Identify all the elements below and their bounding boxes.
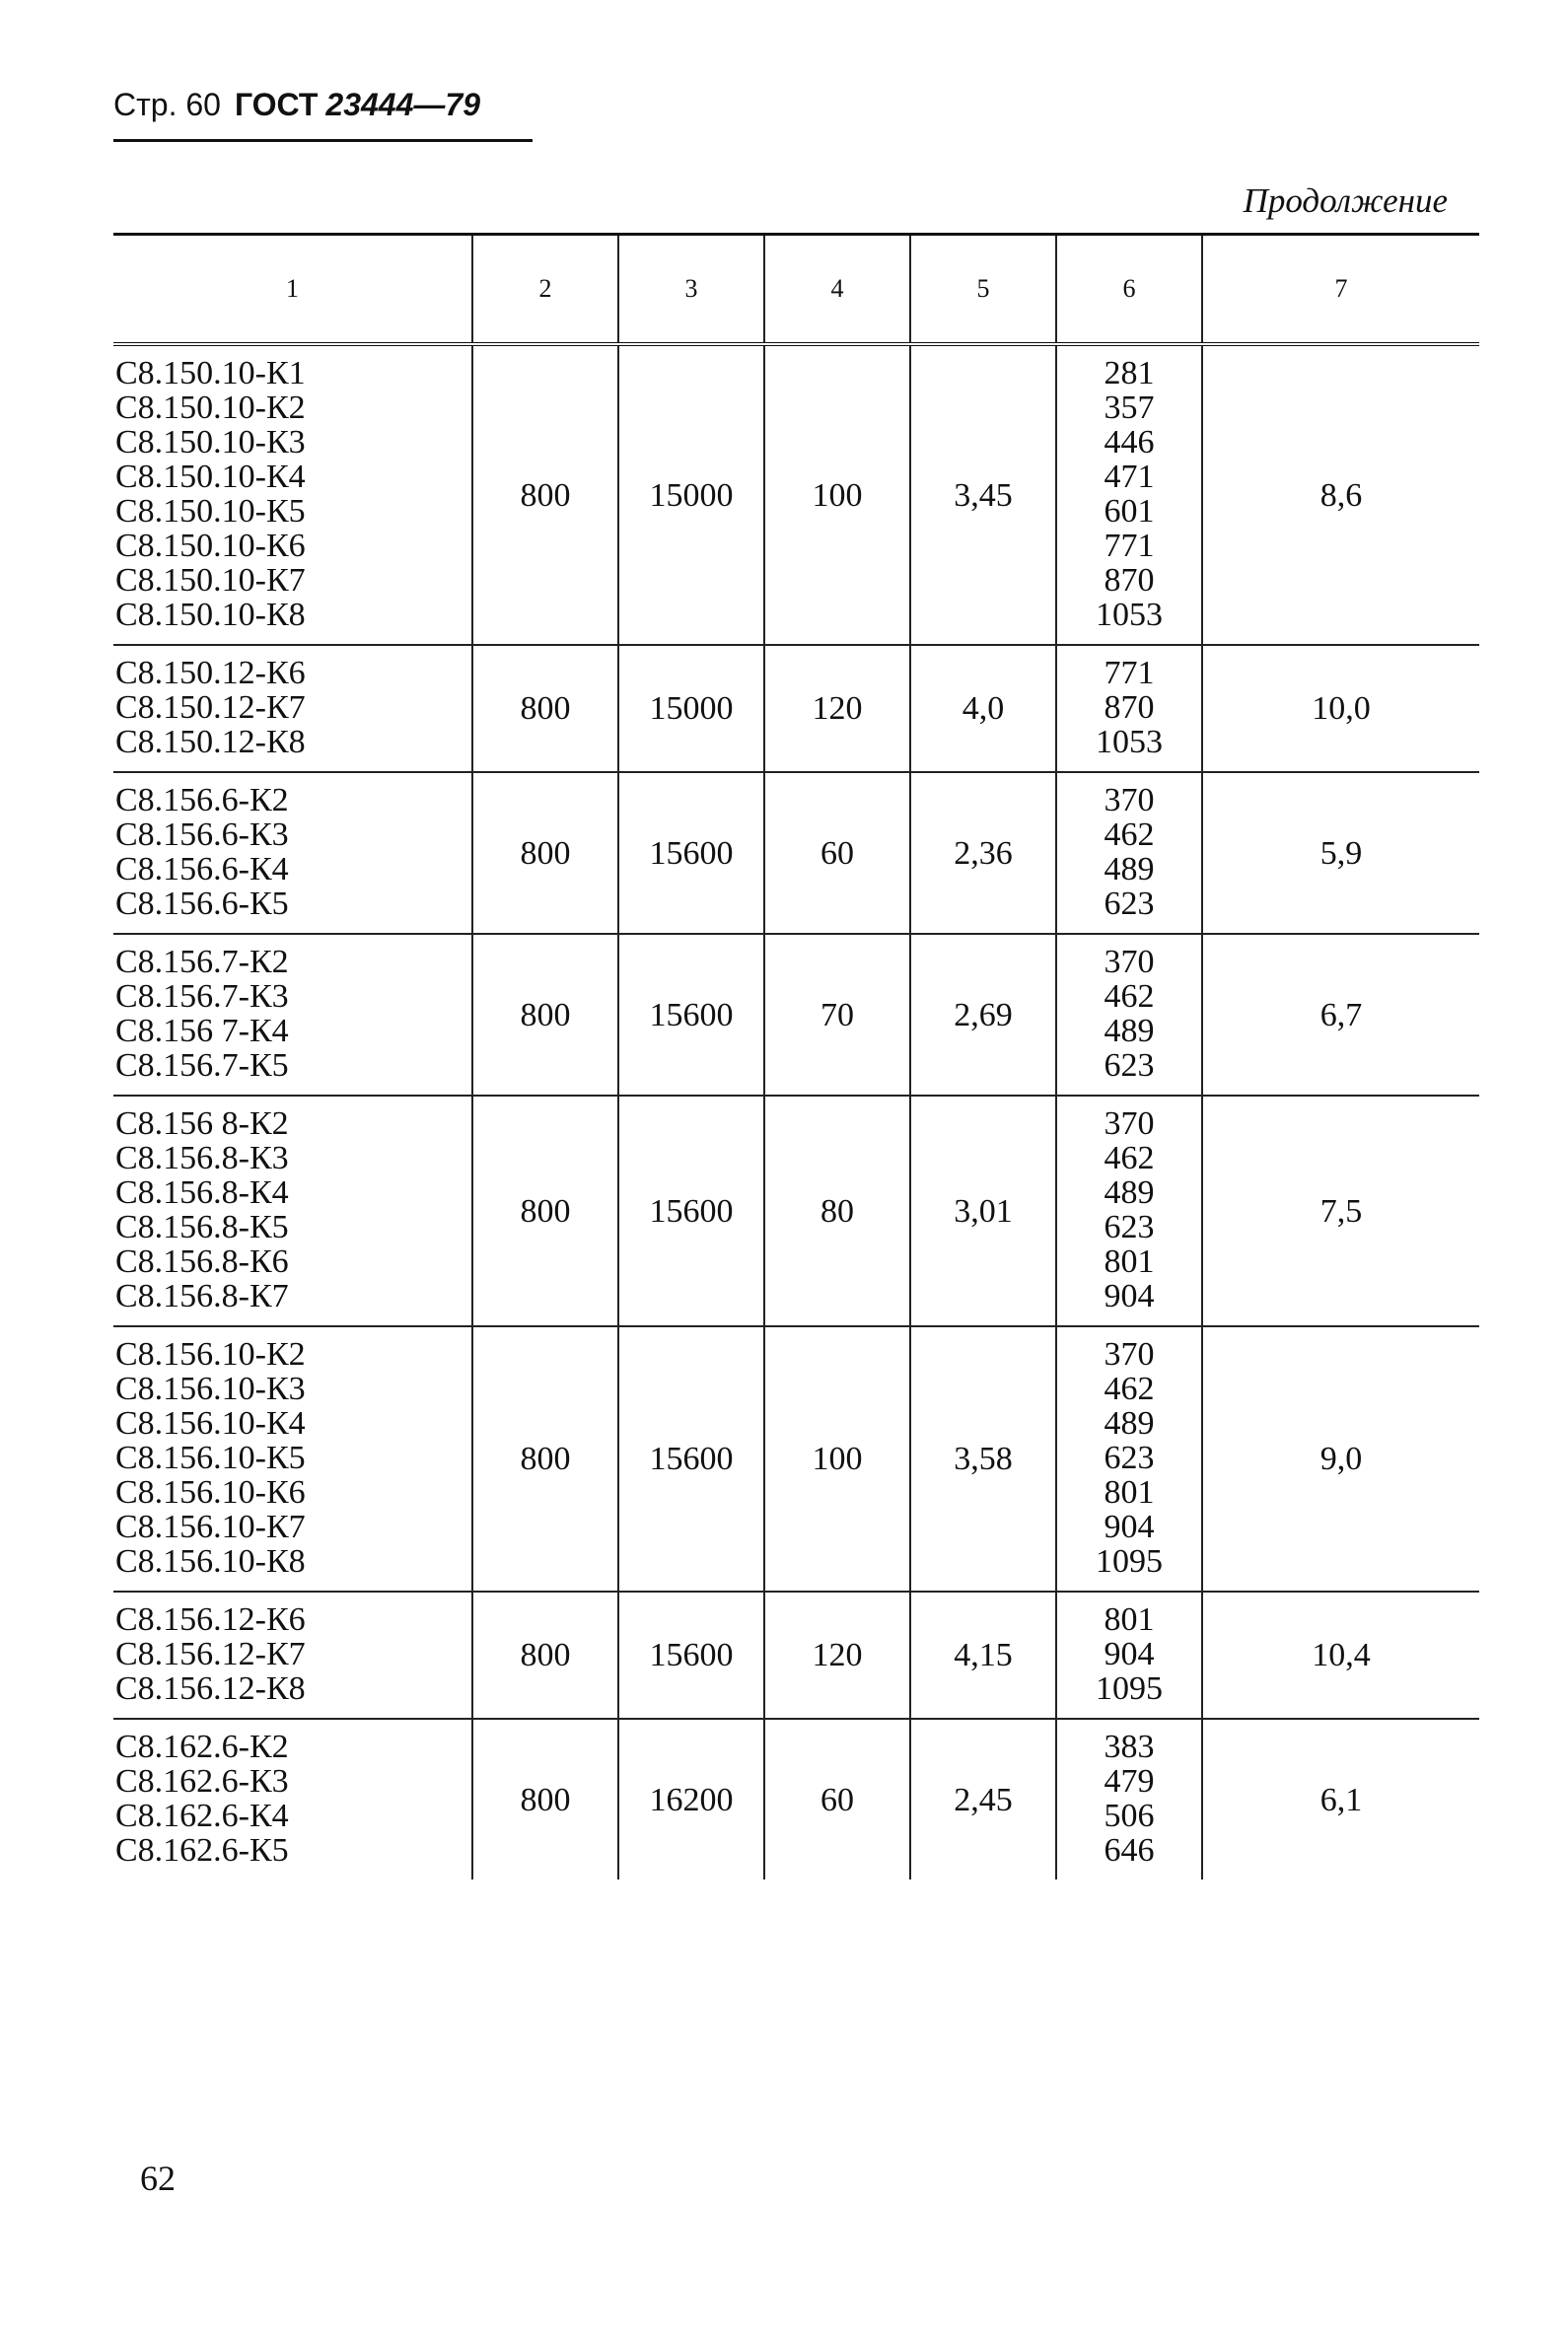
c6-value-line: 471 xyxy=(1104,459,1155,495)
c6-value-line: 479 xyxy=(1104,1763,1155,1800)
designation-line: С8.150.12-К6 xyxy=(115,655,306,691)
value-cell-c5: 2,69 xyxy=(910,934,1056,1096)
value-cell-c4: 80 xyxy=(764,1096,910,1326)
designation-line: С8.162.6-К4 xyxy=(115,1798,289,1834)
designation-cell xyxy=(113,645,472,772)
table-row xyxy=(113,645,1479,772)
c6-value-line: 904 xyxy=(1104,1278,1155,1314)
designation-line: С8.150.10-К6 xyxy=(115,528,306,564)
value-cell-c7: 6,1 xyxy=(1202,1719,1479,1879)
table-row xyxy=(113,1326,1479,1592)
value-cell-c3: 15600 xyxy=(618,934,764,1096)
designation-line: С8.156.12-К8 xyxy=(115,1670,306,1707)
c6-value-line: 801 xyxy=(1104,1474,1155,1511)
table-row xyxy=(113,1096,1479,1326)
value-cell-c2: 800 xyxy=(472,645,618,772)
c6-value-line: 623 xyxy=(1104,1047,1155,1084)
c6-value-line: 1095 xyxy=(1096,1543,1163,1580)
designation-line: С8.150.12-К7 xyxy=(115,689,306,726)
value-cell-c3: 15000 xyxy=(618,344,764,645)
value-cell-c6 xyxy=(1056,1719,1202,1879)
designation-line: С8.162.6-К2 xyxy=(115,1729,289,1765)
designation-line: С8.156.6-К3 xyxy=(115,816,289,853)
c6-value-line: 771 xyxy=(1104,655,1155,691)
designation-line: С8.156.10-К5 xyxy=(115,1440,306,1476)
table-row xyxy=(113,772,1479,934)
value-cell-c2: 800 xyxy=(472,1592,618,1719)
designation-line: С8.156.10-К6 xyxy=(115,1474,306,1511)
table-row xyxy=(113,934,1479,1096)
page-header xyxy=(113,87,480,123)
c6-value-line: 870 xyxy=(1104,689,1155,726)
value-cell-c2: 800 xyxy=(472,772,618,934)
designation-line: С8.156.7-К2 xyxy=(115,944,289,980)
value-cell-c7: 6,7 xyxy=(1202,934,1479,1096)
designation-line: С8.150.10-К8 xyxy=(115,597,306,633)
c6-value-line: 623 xyxy=(1104,1440,1155,1476)
data-table-container xyxy=(113,233,1479,1879)
designation-line: С8.156.10-К2 xyxy=(115,1336,306,1373)
designation-line: С8.156.12-К6 xyxy=(115,1601,306,1638)
c6-value-line: 489 xyxy=(1104,851,1155,887)
value-cell-c6 xyxy=(1056,1326,1202,1592)
c6-value-line: 489 xyxy=(1104,1405,1155,1442)
designation-line: С8.156.10-К8 xyxy=(115,1543,306,1580)
continuation-label: Продолжение xyxy=(1243,181,1448,220)
c6-value-line: 801 xyxy=(1104,1243,1155,1280)
designation-line: С8.156 7-К4 xyxy=(115,1013,289,1049)
designation-cell xyxy=(113,344,472,645)
value-cell-c3: 15600 xyxy=(618,1592,764,1719)
table-row xyxy=(113,1719,1479,1879)
c6-value-line: 601 xyxy=(1104,493,1155,530)
c6-value-line: 462 xyxy=(1104,816,1155,853)
designation-line: С8.156.8-К7 xyxy=(115,1278,289,1314)
value-cell-c7: 7,5 xyxy=(1202,1096,1479,1326)
value-cell-c7: 9,0 xyxy=(1202,1326,1479,1592)
value-cell-c5: 2,36 xyxy=(910,772,1056,934)
value-cell-c6 xyxy=(1056,1096,1202,1326)
c6-value-line: 383 xyxy=(1104,1729,1155,1765)
page-number: 62 xyxy=(140,2159,176,2198)
standard-number: 23444—79 xyxy=(325,87,480,122)
value-cell-c7: 8,6 xyxy=(1202,344,1479,645)
value-cell-c2: 800 xyxy=(472,1096,618,1326)
column-header-7: 7 xyxy=(1202,235,1479,345)
data-table xyxy=(113,233,1479,1879)
designation-line: С8.156.7-К3 xyxy=(115,978,289,1015)
value-cell-c2: 800 xyxy=(472,1326,618,1592)
column-header-1: 1 xyxy=(113,235,472,345)
c6-value-line: 1095 xyxy=(1096,1670,1163,1707)
value-cell-c2: 800 xyxy=(472,934,618,1096)
value-cell-c2: 800 xyxy=(472,1719,618,1879)
designation-line: С8.156.6-К5 xyxy=(115,886,289,922)
c6-value-line: 1053 xyxy=(1096,597,1163,633)
value-cell-c4: 70 xyxy=(764,934,910,1096)
column-header-3: 3 xyxy=(618,235,764,345)
value-cell-c2: 800 xyxy=(472,344,618,645)
c6-value-line: 506 xyxy=(1104,1798,1155,1834)
c6-value-line: 489 xyxy=(1104,1013,1155,1049)
designation-cell xyxy=(113,934,472,1096)
value-cell-c6 xyxy=(1056,645,1202,772)
c6-value-line: 904 xyxy=(1104,1636,1155,1672)
c6-value-line: 646 xyxy=(1104,1832,1155,1869)
c6-value-line: 370 xyxy=(1104,944,1155,980)
c6-value-line: 870 xyxy=(1104,562,1155,599)
value-cell-c3: 15000 xyxy=(618,645,764,772)
value-cell-c7: 5,9 xyxy=(1202,772,1479,934)
designation-line: С8.156.8-К5 xyxy=(115,1209,289,1245)
table-row xyxy=(113,344,1479,645)
page-prefix: Стр. 60 xyxy=(113,87,221,122)
designation-line: С8.156.7-К5 xyxy=(115,1047,289,1084)
designation-line: С8.150.10-К7 xyxy=(115,562,306,599)
c6-value-line: 370 xyxy=(1104,782,1155,818)
value-cell-c5: 3,45 xyxy=(910,344,1056,645)
designation-cell xyxy=(113,1592,472,1719)
c6-value-line: 904 xyxy=(1104,1509,1155,1545)
designation-cell xyxy=(113,1326,472,1592)
value-cell-c4: 120 xyxy=(764,645,910,772)
designation-line: С8.162.6-К5 xyxy=(115,1832,289,1869)
c6-value-line: 446 xyxy=(1104,424,1155,461)
c6-value-line: 1053 xyxy=(1096,724,1163,760)
c6-value-line: 370 xyxy=(1104,1336,1155,1373)
standard-label: ГОСТ xyxy=(234,87,319,122)
designation-line: С8.150.10-К1 xyxy=(115,355,306,391)
designation-line: С8.150.10-К4 xyxy=(115,459,306,495)
value-cell-c4: 120 xyxy=(764,1592,910,1719)
table-body xyxy=(113,344,1479,1879)
value-cell-c5: 4,15 xyxy=(910,1592,1056,1719)
c6-value-line: 462 xyxy=(1104,978,1155,1015)
value-cell-c6 xyxy=(1056,1592,1202,1719)
designation-line: С8.156.10-К7 xyxy=(115,1509,306,1545)
column-header-4: 4 xyxy=(764,235,910,345)
value-cell-c5: 4,0 xyxy=(910,645,1056,772)
designation-line: С8.156.10-К4 xyxy=(115,1405,306,1442)
designation-line: С8.156.8-К6 xyxy=(115,1243,289,1280)
designation-line: С8.150.12-К8 xyxy=(115,724,306,760)
designation-line: С8.150.10-К3 xyxy=(115,424,306,461)
designation-cell xyxy=(113,772,472,934)
designation-line: С8.156.8-К3 xyxy=(115,1140,289,1176)
c6-value-line: 801 xyxy=(1104,1601,1155,1638)
designation-line: С8.156.6-К2 xyxy=(115,782,289,818)
column-header-5: 5 xyxy=(910,235,1056,345)
column-header-6: 6 xyxy=(1056,235,1202,345)
value-cell-c3: 15600 xyxy=(618,1326,764,1592)
value-cell-c5: 3,58 xyxy=(910,1326,1056,1592)
c6-value-line: 489 xyxy=(1104,1174,1155,1211)
value-cell-c4: 100 xyxy=(764,344,910,645)
designation-line: С8.150.10-К5 xyxy=(115,493,306,530)
value-cell-c7: 10,0 xyxy=(1202,645,1479,772)
value-cell-c5: 2,45 xyxy=(910,1719,1056,1879)
header-rule xyxy=(113,139,533,142)
value-cell-c6 xyxy=(1056,344,1202,645)
designation-line: С8.156.8-К4 xyxy=(115,1174,289,1211)
value-cell-c4: 100 xyxy=(764,1326,910,1592)
c6-value-line: 357 xyxy=(1104,390,1155,426)
c6-value-line: 281 xyxy=(1104,355,1155,391)
value-cell-c6 xyxy=(1056,934,1202,1096)
designation-line: С8.150.10-К2 xyxy=(115,390,306,426)
c6-value-line: 771 xyxy=(1104,528,1155,564)
value-cell-c4: 60 xyxy=(764,1719,910,1879)
table-row xyxy=(113,1592,1479,1719)
designation-line: С8.156.12-К7 xyxy=(115,1636,306,1672)
c6-value-line: 462 xyxy=(1104,1140,1155,1176)
value-cell-c7: 10,4 xyxy=(1202,1592,1479,1719)
value-cell-c6 xyxy=(1056,772,1202,934)
c6-value-line: 462 xyxy=(1104,1371,1155,1407)
value-cell-c3: 16200 xyxy=(618,1719,764,1879)
designation-cell xyxy=(113,1719,472,1879)
c6-value-line: 623 xyxy=(1104,886,1155,922)
value-cell-c5: 3,01 xyxy=(910,1096,1056,1326)
table-header-row xyxy=(113,235,1479,345)
designation-line: С8.156.10-К3 xyxy=(115,1371,306,1407)
designation-cell xyxy=(113,1096,472,1326)
c6-value-line: 370 xyxy=(1104,1105,1155,1142)
designation-line: С8.156.6-К4 xyxy=(115,851,289,887)
value-cell-c3: 15600 xyxy=(618,772,764,934)
c6-value-line: 623 xyxy=(1104,1209,1155,1245)
designation-line: С8.162.6-К3 xyxy=(115,1763,289,1800)
value-cell-c3: 15600 xyxy=(618,1096,764,1326)
value-cell-c4: 60 xyxy=(764,772,910,934)
designation-line: С8.156 8-К2 xyxy=(115,1105,289,1142)
column-header-2: 2 xyxy=(472,235,618,345)
